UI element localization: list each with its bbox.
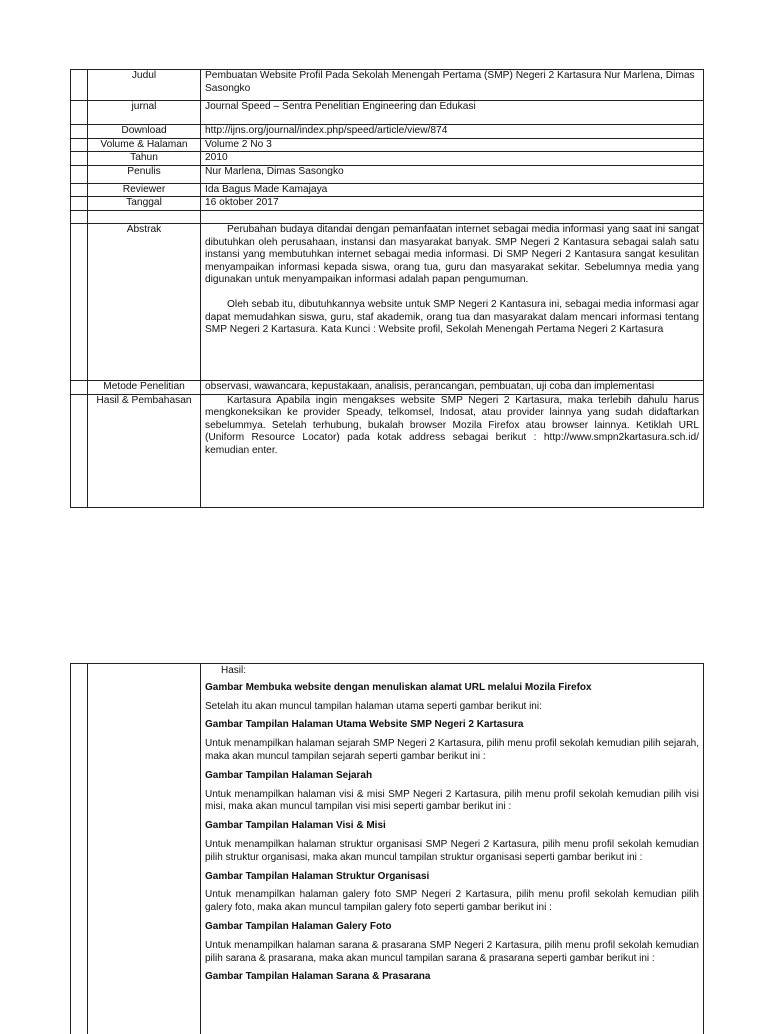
table-row [71,183,704,197]
results-list [205,682,699,984]
row-value: Ida Bagus Made Kamajaya [201,183,704,197]
row-label: Judul [88,70,201,101]
row-label: Abstrak [88,223,201,380]
download-link[interactable]: http://ijns.org/journal/index.php/speed/article/view/874 [201,125,704,139]
table-row [71,152,704,166]
row-value: observasi, wawancara, kepustakaan, analisis, perancangan, pembuatan, uji coba dan implementasi [201,380,704,394]
row-label: Metode Penelitian [88,380,201,394]
figure-caption: Gambar Tampilan Halaman Galery Foto [205,921,699,934]
row-label: Reviewer [88,183,201,197]
table-row [71,165,704,183]
row-label: Penulis [88,165,201,183]
figure-caption: Gambar Tampilan Halaman Utama Website SMP Negeri 2 Kartasura [205,719,699,732]
results-table [70,663,704,1034]
row-value: 16 oktober 2017 [201,197,704,211]
table-row [71,125,704,139]
row-value: Pembuatan Website Profil Pada Sekolah Menengah Pertama (SMP) Negeri 2 Kartasura Nur Marlena, Dimas Sasongko [201,70,704,101]
result-paragraph: Untuk menampilkan halaman sejarah SMP Negeri 2 Kartasura, pilih menu profil sekolah kemudian pilih sejarah, maka akan muncul tampilan sejarah seperti gambar berikut ini : [205,738,699,764]
row-label: Tanggal [88,197,201,211]
table-row [71,664,704,1034]
row-value: Nur Marlena, Dimas Sasongko [201,165,704,183]
table-row [71,101,704,125]
results-cell [201,664,704,1034]
table-row [71,380,704,394]
row-label: Hasil & Pembahasan [88,394,201,507]
table-row [71,70,704,101]
row-label: Download [88,125,201,139]
figure-caption: Gambar Tampilan Halaman Visi & Misi [205,820,699,833]
abstract-paragraph: Oleh sebab itu, dibutuhkannya website untuk SMP Negeri 2 Kantasura ini, sebagai media informasi agar dapat memudahkan siswa, guru, staf akademik, orang tua dan masyarakat dalam mencari informasi tentang SMP Negeri 2 Kartasura. Kata Kunci : Website profil, Sekolah Menengah Pertama Negeri 2 Kartasura [205,299,699,337]
results-summary: Kartasura Apabila ingin mengakses website SMP Negeri 2 Kartasura, maka terlebih dahulu harus mengkoneksikan ke provider Speady, telkomsel, Indosat, atau provider lainnya yang sudah didaftarkan sebelummya. Setelah terhubung, bukalah browser Mozila Firefox atau browser lainnya. Ketiklah URL (Uniform Resource Locator) pada kotak address sebagai berikut : http://www.smpn2kartasura.sch.id/ kemudian enter. [201,394,704,507]
result-paragraph: Untuk menampilkan halaman sarana & prasarana SMP Negeri 2 Kartasura, pilih menu profil sekolah kemudian pilih sarana & prasarana, maka akan muncul tampilan sarana & prasarana seperti gambar berikut ini : [205,940,699,966]
row-value: 2010 [201,152,704,166]
row-label: jurnal [88,101,201,125]
figure-caption: Gambar Tampilan Halaman Sarana & Prasarana [205,971,699,984]
abstract-paragraph: Perubahan budaya ditandai dengan pemanfaatan internet sebagai media informasi yang saat ini sangat dibutuhkan oleh perusahaan, instansi dan masyarakat banyak. SMP Negeri 2 Kantasura sebagai salah satu instansi yang membutuhkan internet sebagai media informasi. Di SMP Negeri 2 Kantasura sangat kesulitan menyampaikan informasi kepada siswa, orang tua, guru dan masyarakat sekitar. Sebelumnya media yang digunakan untuk menyampaikan informasi adalah papan pengumuman. [205,224,699,287]
table-row [71,138,704,152]
row-value: Journal Speed – Sentra Penelitian Engineering dan Edukasi [201,101,704,125]
result-paragraph: Untuk menampilkan halaman visi & misi SMP Negeri 2 Kartasura, pilih menu profil sekolah kemudian pilih visi misi, maka akan muncul tampilan visi misi seperti gambar berikut ini : [205,789,699,815]
row-value: Volume 2 No 3 [201,138,704,152]
table-row [71,197,704,211]
abstract-cell [201,223,704,380]
results-heading: Hasil: [205,665,699,678]
table-row [71,210,704,223]
figure-caption: Gambar Tampilan Halaman Sejarah [205,770,699,783]
result-paragraph: Setelah itu akan muncul tampilan halaman utama seperti gambar berikut ini: [205,701,699,714]
result-paragraph: Untuk menampilkan halaman struktur organisasi SMP Negeri 2 Kartasura, pilih menu profil sekolah kemudian pilih struktur organisasi, maka akan muncul tampilan struktur organisasi seperti gambar berikut ini : [205,839,699,865]
row-label: Tahun [88,152,201,166]
figure-caption: Gambar Membuka website dengan menuliskan alamat URL melalui Mozila Firefox [205,682,699,695]
result-paragraph: Untuk menampilkan halaman galery foto SMP Negeri 2 Kartasura, pilih menu profil sekolah kemudian pilih galery foto, maka akan muncul tampilan galery foto seperti gambar berikut ini : [205,889,699,915]
table-row [71,223,704,380]
figure-caption: Gambar Tampilan Halaman Struktur Organisasi [205,871,699,884]
row-label: Volume & Halaman [88,138,201,152]
review-table [70,69,704,508]
table-row [71,394,704,507]
